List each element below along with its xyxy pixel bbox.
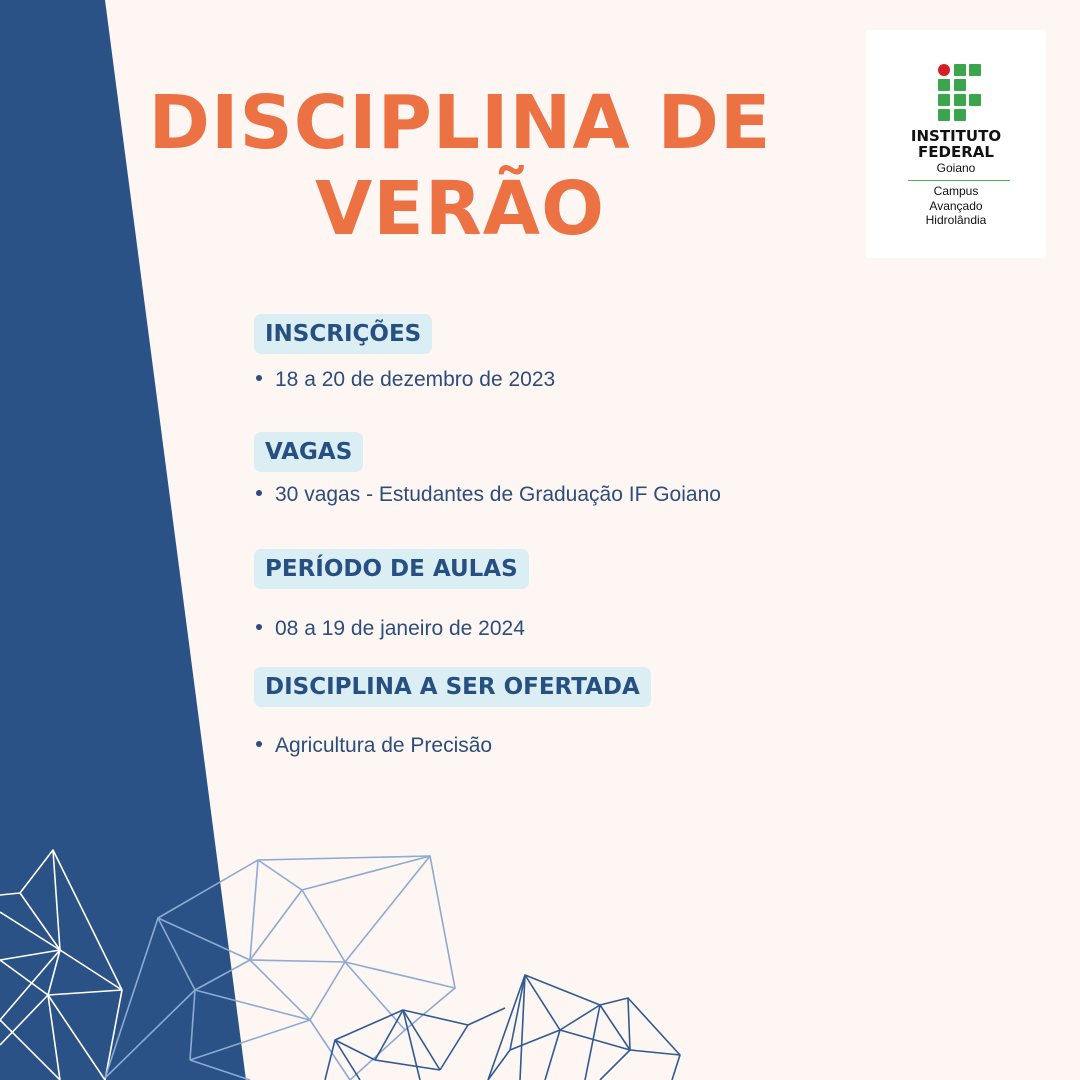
section-item-inscricoes	[256, 367, 555, 393]
bullet-icon	[256, 490, 262, 496]
section-item-periodo	[256, 616, 525, 642]
section-item-text: 18 a 20 de dezembro de 2023	[275, 368, 556, 391]
title-line-2: VERÃO	[315, 166, 605, 252]
logo-campus-line-1: Campus	[933, 184, 979, 198]
section-label-disciplina: DISCIPLINA A SER OFERTADA	[254, 667, 651, 707]
polygon-mesh-dark-blue	[325, 975, 680, 1080]
logo-text-federal: FEDERAL	[918, 143, 994, 161]
section-item-text: 08 a 19 de janeiro de 2024	[275, 617, 525, 640]
section-item-text: Agricultura de Precisão	[275, 734, 493, 757]
section-item-vagas	[256, 482, 721, 508]
logo-campus-line-3: Hidrolândia	[925, 213, 987, 227]
section-label-periodo: PERÍODO DE AULAS	[254, 549, 529, 589]
poster-title	[140, 80, 780, 252]
bullet-icon	[256, 375, 262, 381]
logo-divider	[908, 180, 1010, 181]
bullet-icon	[256, 741, 262, 747]
section-item-disciplina	[256, 733, 492, 759]
logo-campus-line-2: Avançado	[929, 198, 983, 213]
institution-logo	[866, 30, 1046, 258]
section-label-inscricoes: INSCRIÇÕES	[254, 314, 432, 354]
title-line-1: DISCIPLINA DE	[148, 80, 772, 166]
logo-campus-name	[866, 184, 1046, 228]
section-item-text: 30 vagas - Estudantes de Graduação IF Goiano	[275, 483, 721, 506]
bullet-icon	[256, 624, 262, 630]
logo-text-instituto: INSTITUTO	[910, 127, 1002, 145]
logo-text-goiano: Goiano	[936, 161, 976, 175]
section-label-vagas: VAGAS	[254, 432, 363, 472]
if-logo-mark-icon	[938, 64, 982, 122]
